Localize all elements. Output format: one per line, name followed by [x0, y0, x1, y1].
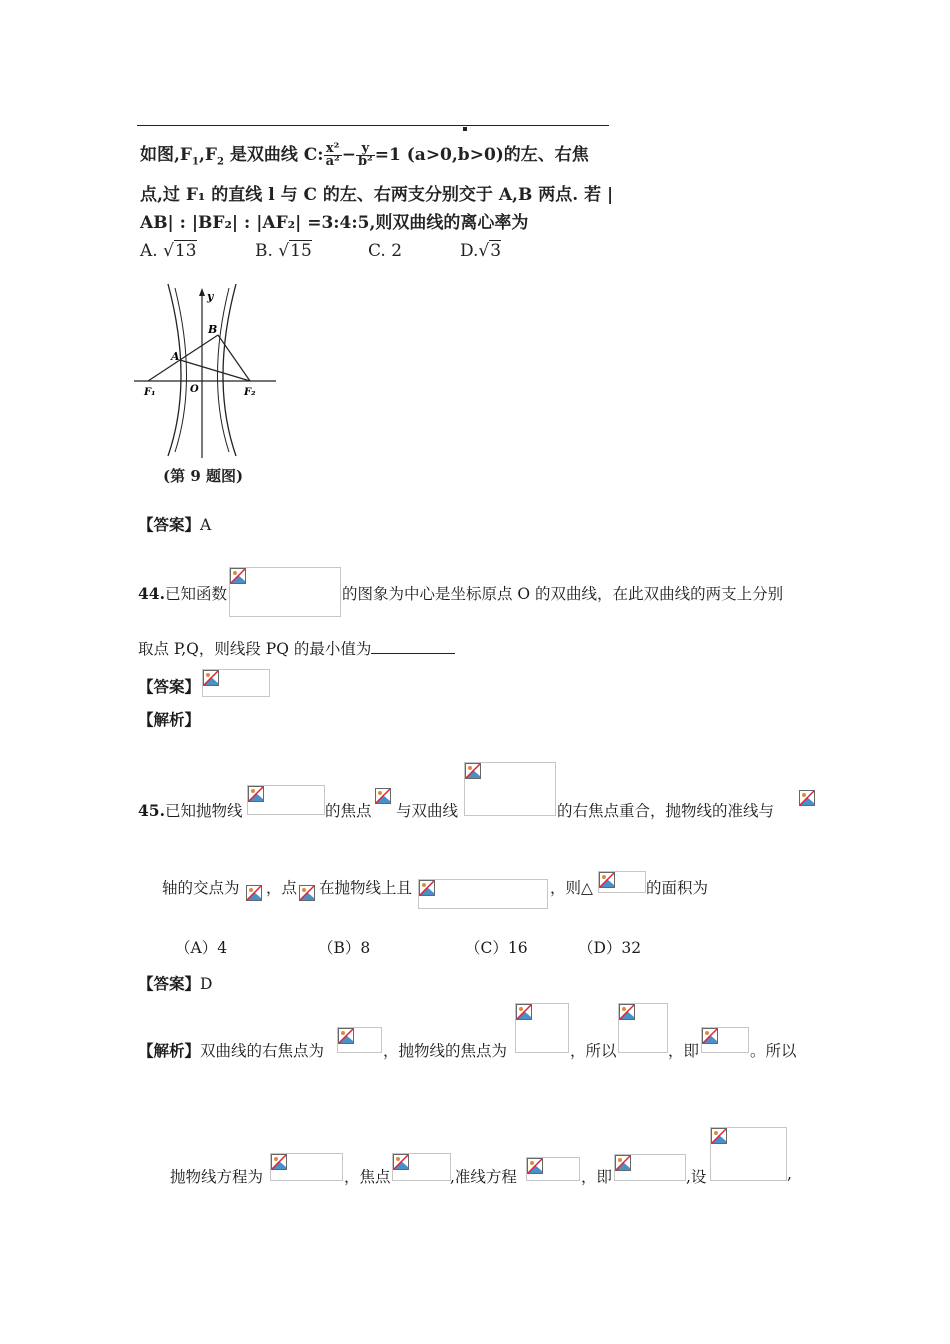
q45-option-d: （D）32 [578, 939, 642, 957]
a2-image [515, 1003, 569, 1053]
broken-image-icon [248, 786, 264, 802]
broken-image-icon [375, 788, 391, 804]
q45-option-b: （B）8 [318, 939, 371, 957]
q45-a2: ，抛物线的焦点为 [383, 1042, 508, 1060]
q44-line1-start: 44.已知函数 [138, 584, 227, 603]
q45-line1-start: 45.已知抛物线 [138, 801, 243, 820]
q43-option-a: A. √13 [140, 241, 197, 261]
q44-function-image [229, 567, 341, 617]
q44-answer: 【答案】 [138, 677, 201, 696]
q45-triangle-image [598, 871, 646, 893]
q45-k-image [246, 885, 264, 903]
q43-option-d: D.√3 [460, 241, 502, 261]
broken-image-icon [615, 1155, 631, 1171]
q45-b1: 抛物线方程为 [170, 1168, 264, 1186]
broken-image-icon [516, 1004, 532, 1020]
broken-image-icon [702, 1028, 718, 1044]
fig-label-o: O [190, 384, 199, 395]
b5-image [710, 1127, 787, 1181]
q45-a-image [299, 885, 317, 903]
scan-top-mark [463, 127, 467, 131]
a3-image [618, 1003, 668, 1053]
q45-t5: 轴的交点为 [162, 879, 240, 897]
a4-image [701, 1027, 749, 1053]
fig-label-y: y [207, 290, 214, 303]
figure-caption: (第 9 题图) [163, 467, 244, 485]
scan-top-rule [137, 125, 609, 126]
broken-image-icon [711, 1128, 727, 1144]
broken-image-icon [465, 763, 481, 779]
broken-image-icon [203, 670, 219, 686]
q45-b3: ,准线方程 [450, 1168, 517, 1186]
broken-image-icon [393, 1154, 409, 1170]
q45-answer: 【答案】D [138, 974, 213, 993]
q43-line3: AB| : |BF₂| : |AF₂| =3:4:5,则双曲线的离心率为 [140, 213, 529, 233]
broken-image-icon [338, 1028, 354, 1044]
fig-label-b: B [208, 323, 218, 336]
q45-t8: ，则△ [550, 879, 593, 897]
broken-image-icon [246, 885, 262, 901]
frac-y-b2: $\frac{y}{\text{b²}}$ [357, 141, 373, 169]
q45-b4: ，即 [581, 1168, 613, 1186]
q45-parabola-image [247, 785, 325, 815]
q44-line1-end: 的图象为中心是坐标原点 O 的双曲线，在此双曲线的两支上分别 [342, 585, 784, 603]
broken-image-icon [419, 880, 435, 896]
q44-answer-image [202, 669, 270, 697]
b2-image [392, 1153, 451, 1181]
b1-image [270, 1153, 343, 1181]
a1-image [337, 1027, 382, 1053]
b3-image [526, 1157, 580, 1181]
q43-option-b: B. √15 [255, 241, 312, 261]
broken-image-icon [619, 1004, 635, 1020]
q44-analysis: 【解析】 [138, 710, 201, 729]
q45-axis-image [799, 790, 817, 808]
q45-hyperbola-image [464, 762, 556, 816]
q43-option-c: C. 2 [368, 241, 403, 261]
broken-image-icon [599, 872, 615, 888]
q45-b6: , [787, 1165, 792, 1183]
fig-label-a: A [171, 350, 180, 363]
q43-answer: 【答案】A [138, 515, 212, 534]
q45-a5: 。所以 [750, 1042, 797, 1060]
q45-a4: ，即 [668, 1042, 700, 1060]
q45-condition-image [418, 879, 548, 909]
q45-t6: ，点 [266, 879, 298, 897]
b4-image [614, 1154, 686, 1181]
q45-option-a: （A）4 [175, 939, 228, 957]
q45-b5: ,设 [686, 1168, 707, 1186]
q45-t7: 在抛物线上且 [319, 879, 413, 897]
q45-t3: 与双曲线 [396, 802, 459, 820]
q45-t4: 的右焦点重合，抛物线的准线与 [557, 802, 775, 820]
answer-blank [371, 639, 455, 654]
q43-line2: 点,过 F₁ 的直线 l 与 C 的左、右两支分别交于 A,B 两点. 若 | [140, 185, 614, 205]
broken-image-icon [527, 1158, 543, 1174]
hyperbola-figure [130, 280, 280, 460]
broken-image-icon [299, 885, 315, 901]
q45-t2: 的焦点 [325, 802, 372, 820]
q44-line2: 取点 P,Q，则线段 PQ 的最小值为 [138, 637, 455, 659]
broken-image-icon [799, 790, 815, 806]
q45-analysis-line1: 【解析】双曲线的右焦点为 [138, 1041, 325, 1060]
q45-focus-image [375, 788, 395, 808]
q45-a3: ，所以 [570, 1042, 617, 1060]
broken-image-icon [271, 1154, 287, 1170]
q45-t9: 的面积为 [646, 879, 709, 897]
q43-line1: 如图$,F_1,F_2$ 是双曲线 C: $\frac{\text{x²}}{\text{a²}}$ − $\frac{y}{\text{b²}}$ =1 (a>0,b>0)的左、右焦 [140, 141, 589, 169]
fig-label-f1: F₁ [144, 387, 156, 398]
q45-b2: ，焦点 [344, 1168, 391, 1186]
fig-label-f2: F₂ [244, 387, 256, 398]
frac-x2-a2: $\frac{\text{x²}}{\text{a²}}$ [325, 141, 340, 169]
q45-option-c: （C）16 [465, 939, 528, 957]
broken-image-icon [230, 568, 246, 584]
